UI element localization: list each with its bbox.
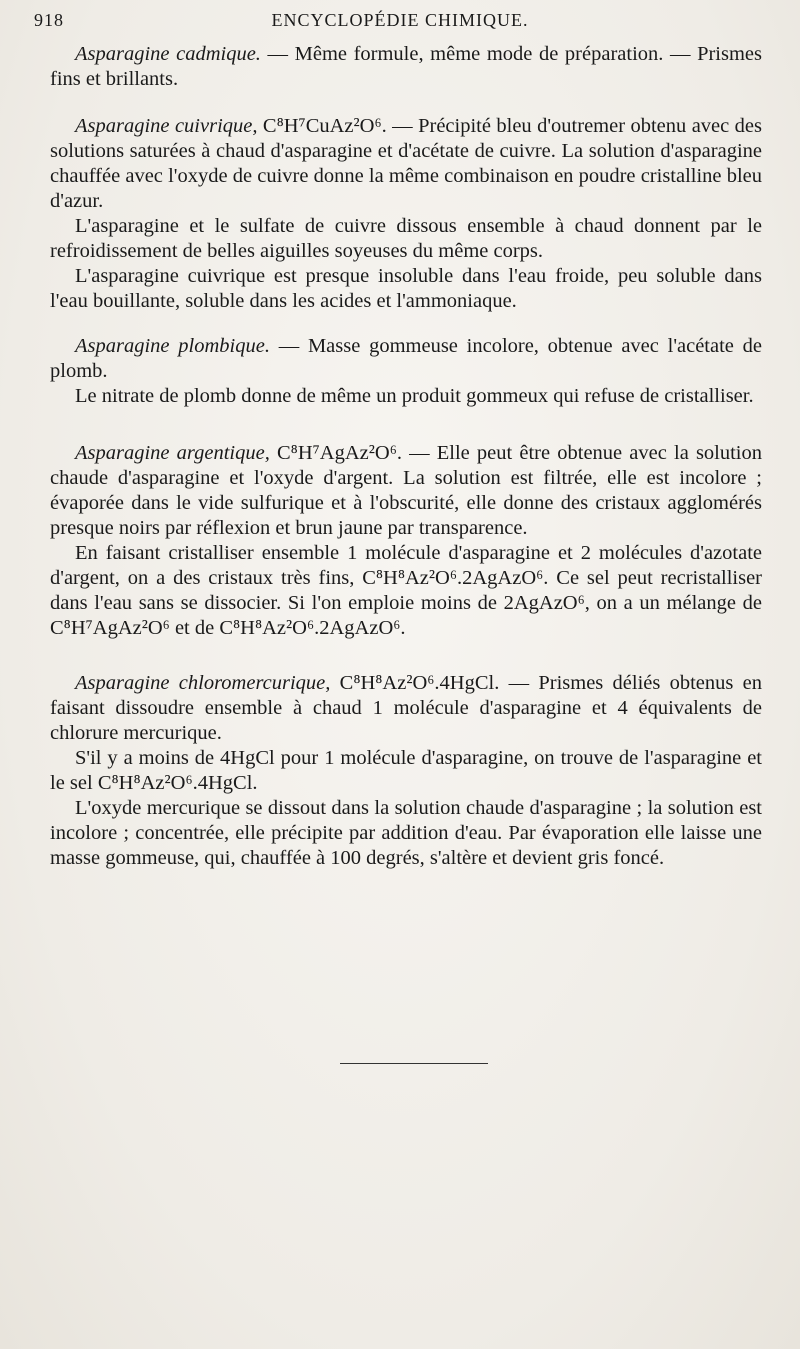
section-title: Asparagine cadmique. — [75, 43, 261, 65]
paragraph: L'asparagine cuivrique est presque insoluble dans l'eau froide, peu soluble dans l'eau bouillante, soluble dans les acides et l'ammoniaque. — [50, 265, 762, 312]
body-text — [50, 42, 762, 871]
paragraph-text: — Elle peut être obtenue avec la solution chaude d'asparagine et l'oxyde d'argent. La solution est filtrée, elle est incolore ; évaporée dans le vide sulfurique et à l'obscurité, elle donne des cristaux agglomérés presque noirs par réflexion et brun jaune par transparence. — [50, 442, 763, 539]
formula: C⁸H⁸Az²O⁶.4HgCl. — [330, 672, 500, 694]
paragraph-text: — Masse gommeuse incolore, obtenue avec l'acétate de plomb. — [50, 335, 762, 382]
paragraph-text: — Prismes déliés obtenus en faisant dissoudre ensemble à chaud 1 molécule d'asparagine et 4 équivalents de chlorure mercurique. — [50, 672, 762, 744]
section-title: Asparagine chloromercurique, — [75, 672, 331, 694]
paragraph-text: — Précipité bleu d'outremer obtenu avec des solutions saturées à chaud d'asparagine et d'acétate de cuivre. La solution d'asparagine chauffée avec l'oxyde de cuivre donne la même combinaison en poudre cristalline bleu d'azur. — [50, 115, 762, 212]
section-title: Asparagine cuivrique, — [75, 115, 258, 137]
section-title: Asparagine plombique. — [75, 335, 270, 357]
paragraph: Le nitrate de plomb donne de même un produit gommeux qui refuse de cristalliser. — [75, 385, 754, 407]
paragraph: L'asparagine et le sulfate de cuivre dissous ensemble à chaud donnent par le refroidissement de belles aiguilles soyeuses du même corps. — [50, 215, 762, 262]
end-rule — [340, 1063, 488, 1064]
section-cadmique — [50, 42, 762, 92]
paragraph: S'il y a moins de 4HgCl pour 1 molécule d'asparagine, on trouve de l'asparagine et le sel C⁸H⁸Az²O⁶.4HgCl. — [50, 747, 762, 794]
page-number: 918 — [34, 10, 64, 30]
paragraph: L'oxyde mercurique se dissout dans la solution chaude d'asparagine ; la solution est incolore ; concentrée, elle précipite par addition d'eau. Par évaporation elle laisse une masse gommeuse, qui, chauffée à 100 degrés, s'altère et devient gris foncé. — [50, 797, 762, 869]
running-title: ENCYCLOPÉDIE CHIMIQUE. — [271, 10, 529, 30]
page-header — [34, 10, 766, 34]
section-cuivrique — [50, 114, 762, 214]
section-argentique — [50, 441, 762, 541]
paragraph-text: — Même formule, même mode de préparation. — Prismes fins et brillants. — [50, 43, 762, 90]
formula: C⁸H⁷AgAz²O⁶. — [269, 442, 402, 464]
section-plombique — [50, 334, 762, 384]
paragraph: En faisant cristalliser ensemble 1 molécule d'asparagine et 2 molécules d'azotate d'argent, on a des cristaux très fins, C⁸H⁸Az²O⁶.2AgAzO⁶. Ce sel peut recristalliser dans l'eau sans se dissocier. Si l'on emploie moins de 2AgAzO⁶, on a un mélange de C⁸H⁷AgAz²O⁶ et de C⁸H⁸Az²O⁶.2AgAzO⁶. — [50, 542, 762, 639]
section-title: Asparagine argentique, — [75, 442, 270, 464]
section-chloromercurique — [50, 671, 762, 746]
formula: C⁸H⁷CuAz²O⁶. — [257, 115, 387, 137]
